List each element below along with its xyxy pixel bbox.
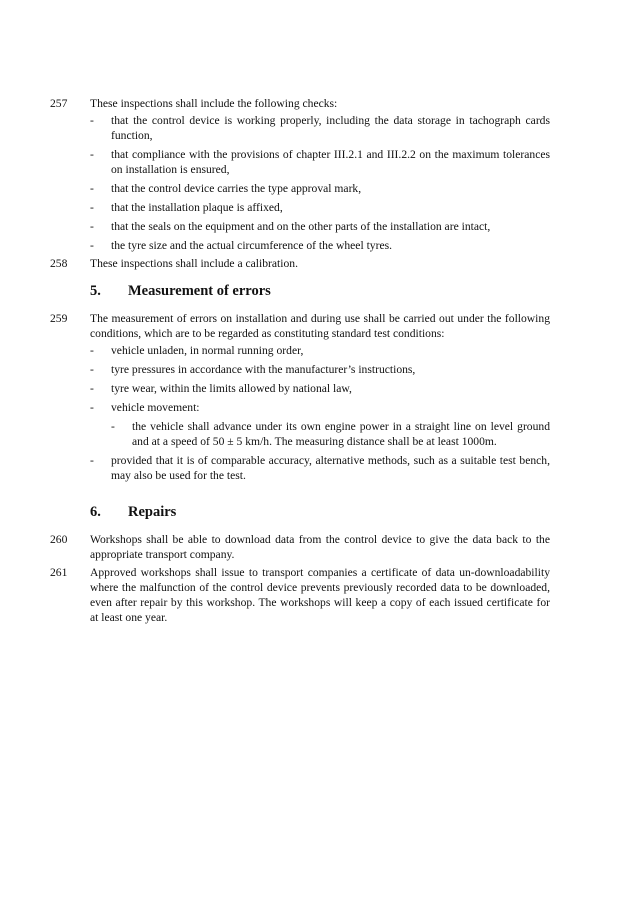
paragraph-261 (0, 565, 640, 625)
paragraph-number: 261 (50, 566, 68, 579)
sub-list (111, 419, 550, 449)
list-item: - that the installation plaque is affixed, (90, 201, 283, 214)
paragraph-257 (0, 96, 640, 257)
list-item: - that compliance with the provisions of chapter III.2.1 and III.2.2 on the maximum tolerances on installation is ensured, (90, 148, 550, 176)
paragraph-number: 259 (50, 312, 68, 325)
list-item: - tyre wear, within the limits allowed by national law, (90, 382, 352, 395)
paragraph-intro: The measurement of errors on installation and during use shall be carried out under the following conditions, which are to be regarded as constituting standard test conditions: (90, 312, 550, 340)
paragraph-text: Approved workshops shall issue to transport companies a certificate of data un-downloadability where the malfunction of the control device prevents previously recorded data to be downloaded, even after repair by this workshop. The workshops will keep a copy of each issued certificate for at least one year. (90, 566, 550, 624)
paragraph-text: Workshops shall be able to download data from the control device to give the data back to the appropriate transport company. (90, 533, 550, 561)
paragraph-number: 258 (50, 257, 68, 270)
sub-list-item: - the vehicle shall advance under its own engine power in a straight line on level ground and at a speed of 50 ± 5 km/h. The measuring distance shall be at least 1000m. (111, 420, 550, 448)
checks-list (90, 113, 550, 253)
list-item: - that the seals on the equipment and on the other parts of the installation are intact, (90, 220, 491, 233)
conditions-list (90, 343, 550, 483)
paragraph-260 (0, 532, 640, 562)
section-title: Repairs (128, 504, 177, 520)
list-item: - tyre pressures in accordance with the manufacturer’s instructions, (90, 363, 416, 376)
section-number: 5. (90, 283, 101, 299)
section-title: Measurement of errors (128, 283, 271, 299)
list-item: - the tyre size and the actual circumference of the wheel tyres. (90, 239, 393, 252)
list-item: - provided that it is of comparable accuracy, alternative methods, such as a suitable test bench, may also be used for the test. (90, 454, 550, 482)
paragraph-intro: These inspections shall include the following checks: (90, 97, 338, 110)
list-item: - that the control device is working properly, including the data storage in tachograph cards function, (90, 114, 550, 142)
section-number: 6. (90, 504, 101, 520)
paragraph-text: These inspections shall include a calibration. (90, 257, 298, 270)
paragraph-number: 257 (50, 97, 68, 110)
paragraph-258 (0, 256, 640, 271)
section-heading-6 (90, 503, 176, 521)
paragraph-259 (0, 311, 640, 487)
list-item: - vehicle unladen, in normal running order, (90, 344, 304, 357)
paragraph-number: 260 (50, 533, 68, 546)
list-item: - vehicle movement: - the vehicle shall advance under its own engine power in a straight line on level ground and at a speed of 50 ± 5 km/h. The measuring distance shall be at least 1000m. (90, 401, 550, 448)
list-item: - that the control device carries the type approval mark, (90, 182, 362, 195)
section-heading-5 (90, 282, 271, 300)
